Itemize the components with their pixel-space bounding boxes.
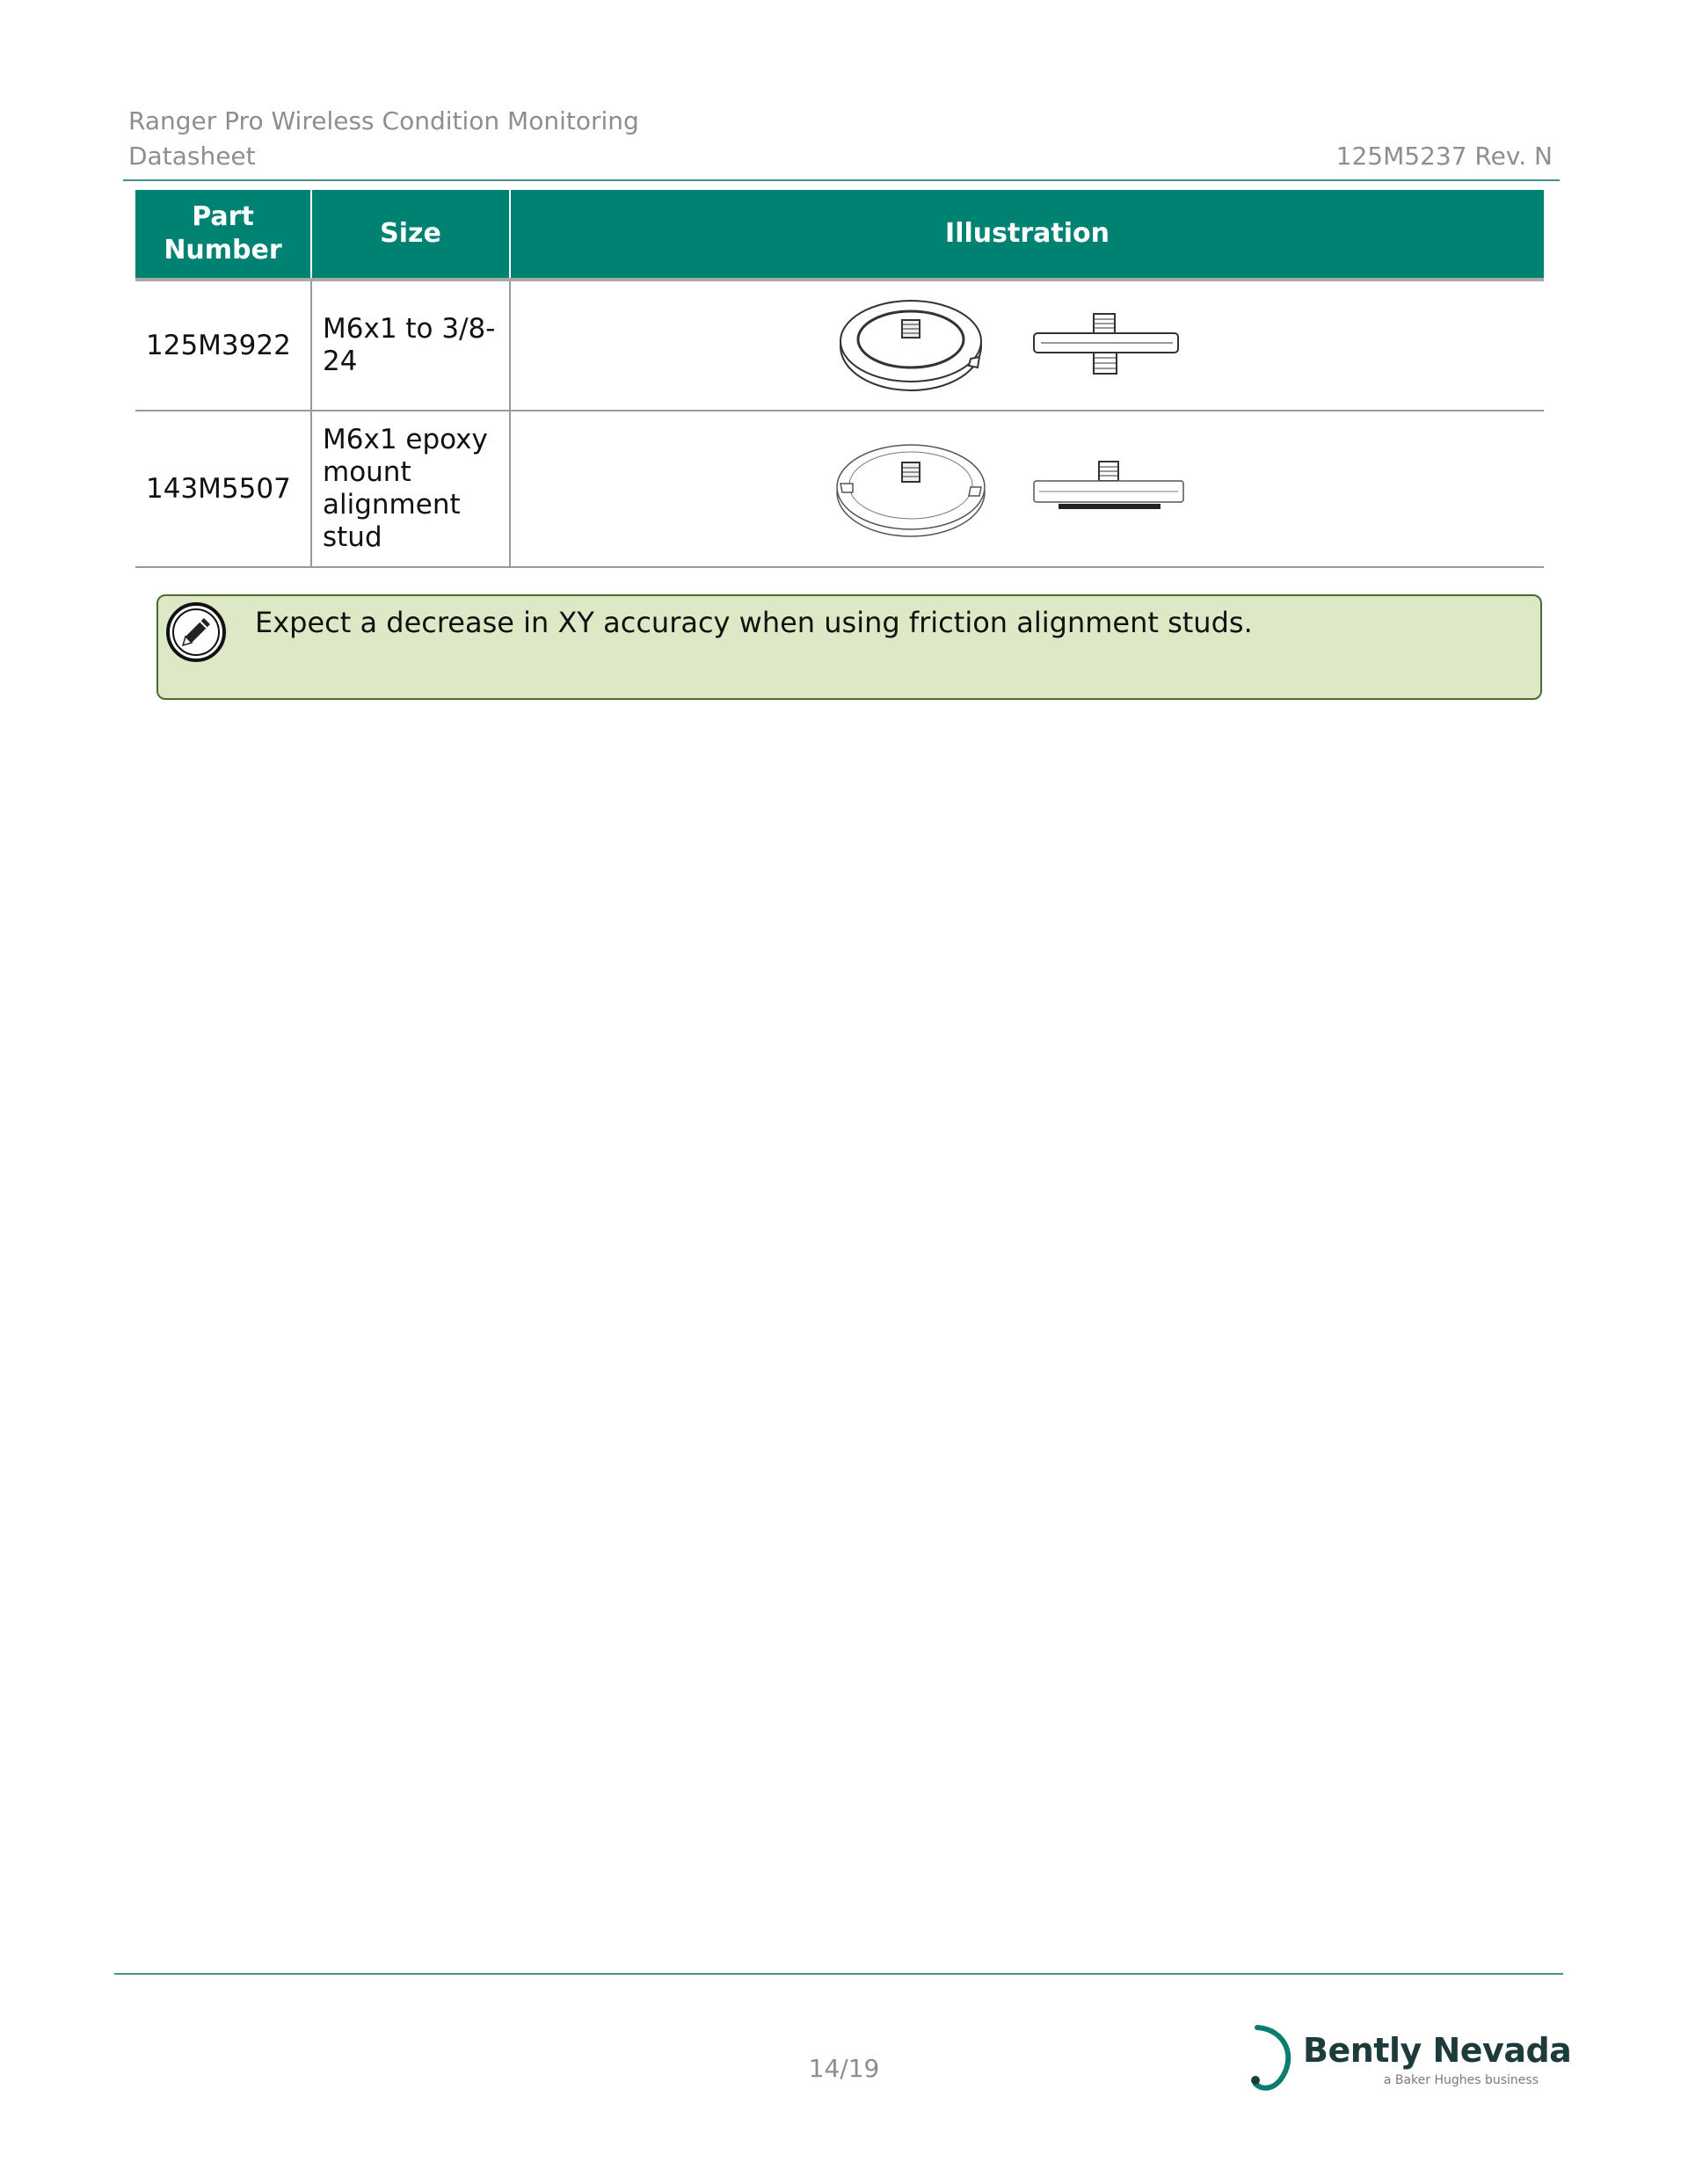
logo-tagline: a Baker Hughes business [1383, 2073, 1539, 2087]
page-header [128, 104, 1553, 174]
cell-size: M6x1 to 3/8-24 [311, 280, 510, 411]
epoxy-stud-side-view-illustration [1032, 458, 1187, 520]
header-doc-number: 125M5237 Rev. N [1335, 142, 1553, 171]
company-logo [1245, 2022, 1572, 2093]
cell-part-number: 143M5507 [135, 411, 311, 567]
cell-part-number: 125M3922 [135, 280, 311, 411]
table-row [135, 280, 1544, 411]
page-number: 14/19 [808, 2054, 880, 2083]
logo-mark-icon [1245, 2022, 1301, 2093]
header-title-line1: Ranger Pro Wireless Condition Monitoring [128, 106, 639, 135]
col-header-part-number: Part Number [135, 190, 311, 280]
header-title-line2: Datasheet [128, 142, 256, 171]
pencil-icon [165, 601, 227, 663]
parts-table [135, 190, 1544, 568]
header-divider [123, 179, 1560, 181]
cell-illustration [510, 411, 1544, 567]
col-header-size: Size [311, 190, 510, 280]
note-callout [156, 594, 1542, 700]
col-header-illustration: Illustration [510, 190, 1544, 280]
epoxy-stud-top-view-illustration [833, 438, 988, 540]
table-row [135, 411, 1544, 567]
table-header-row [135, 190, 1544, 280]
cell-illustration [510, 280, 1544, 411]
stud-top-view-illustration [839, 297, 988, 394]
stud-side-view-illustration [1032, 310, 1182, 381]
logo-name: Bently Nevada [1303, 2031, 1572, 2070]
note-text: Expect a decrease in XY accuracy when using friction alignment studs. [255, 606, 1253, 639]
footer-divider [114, 1973, 1563, 1975]
cell-size: M6x1 epoxy mount alignment stud [311, 411, 510, 567]
